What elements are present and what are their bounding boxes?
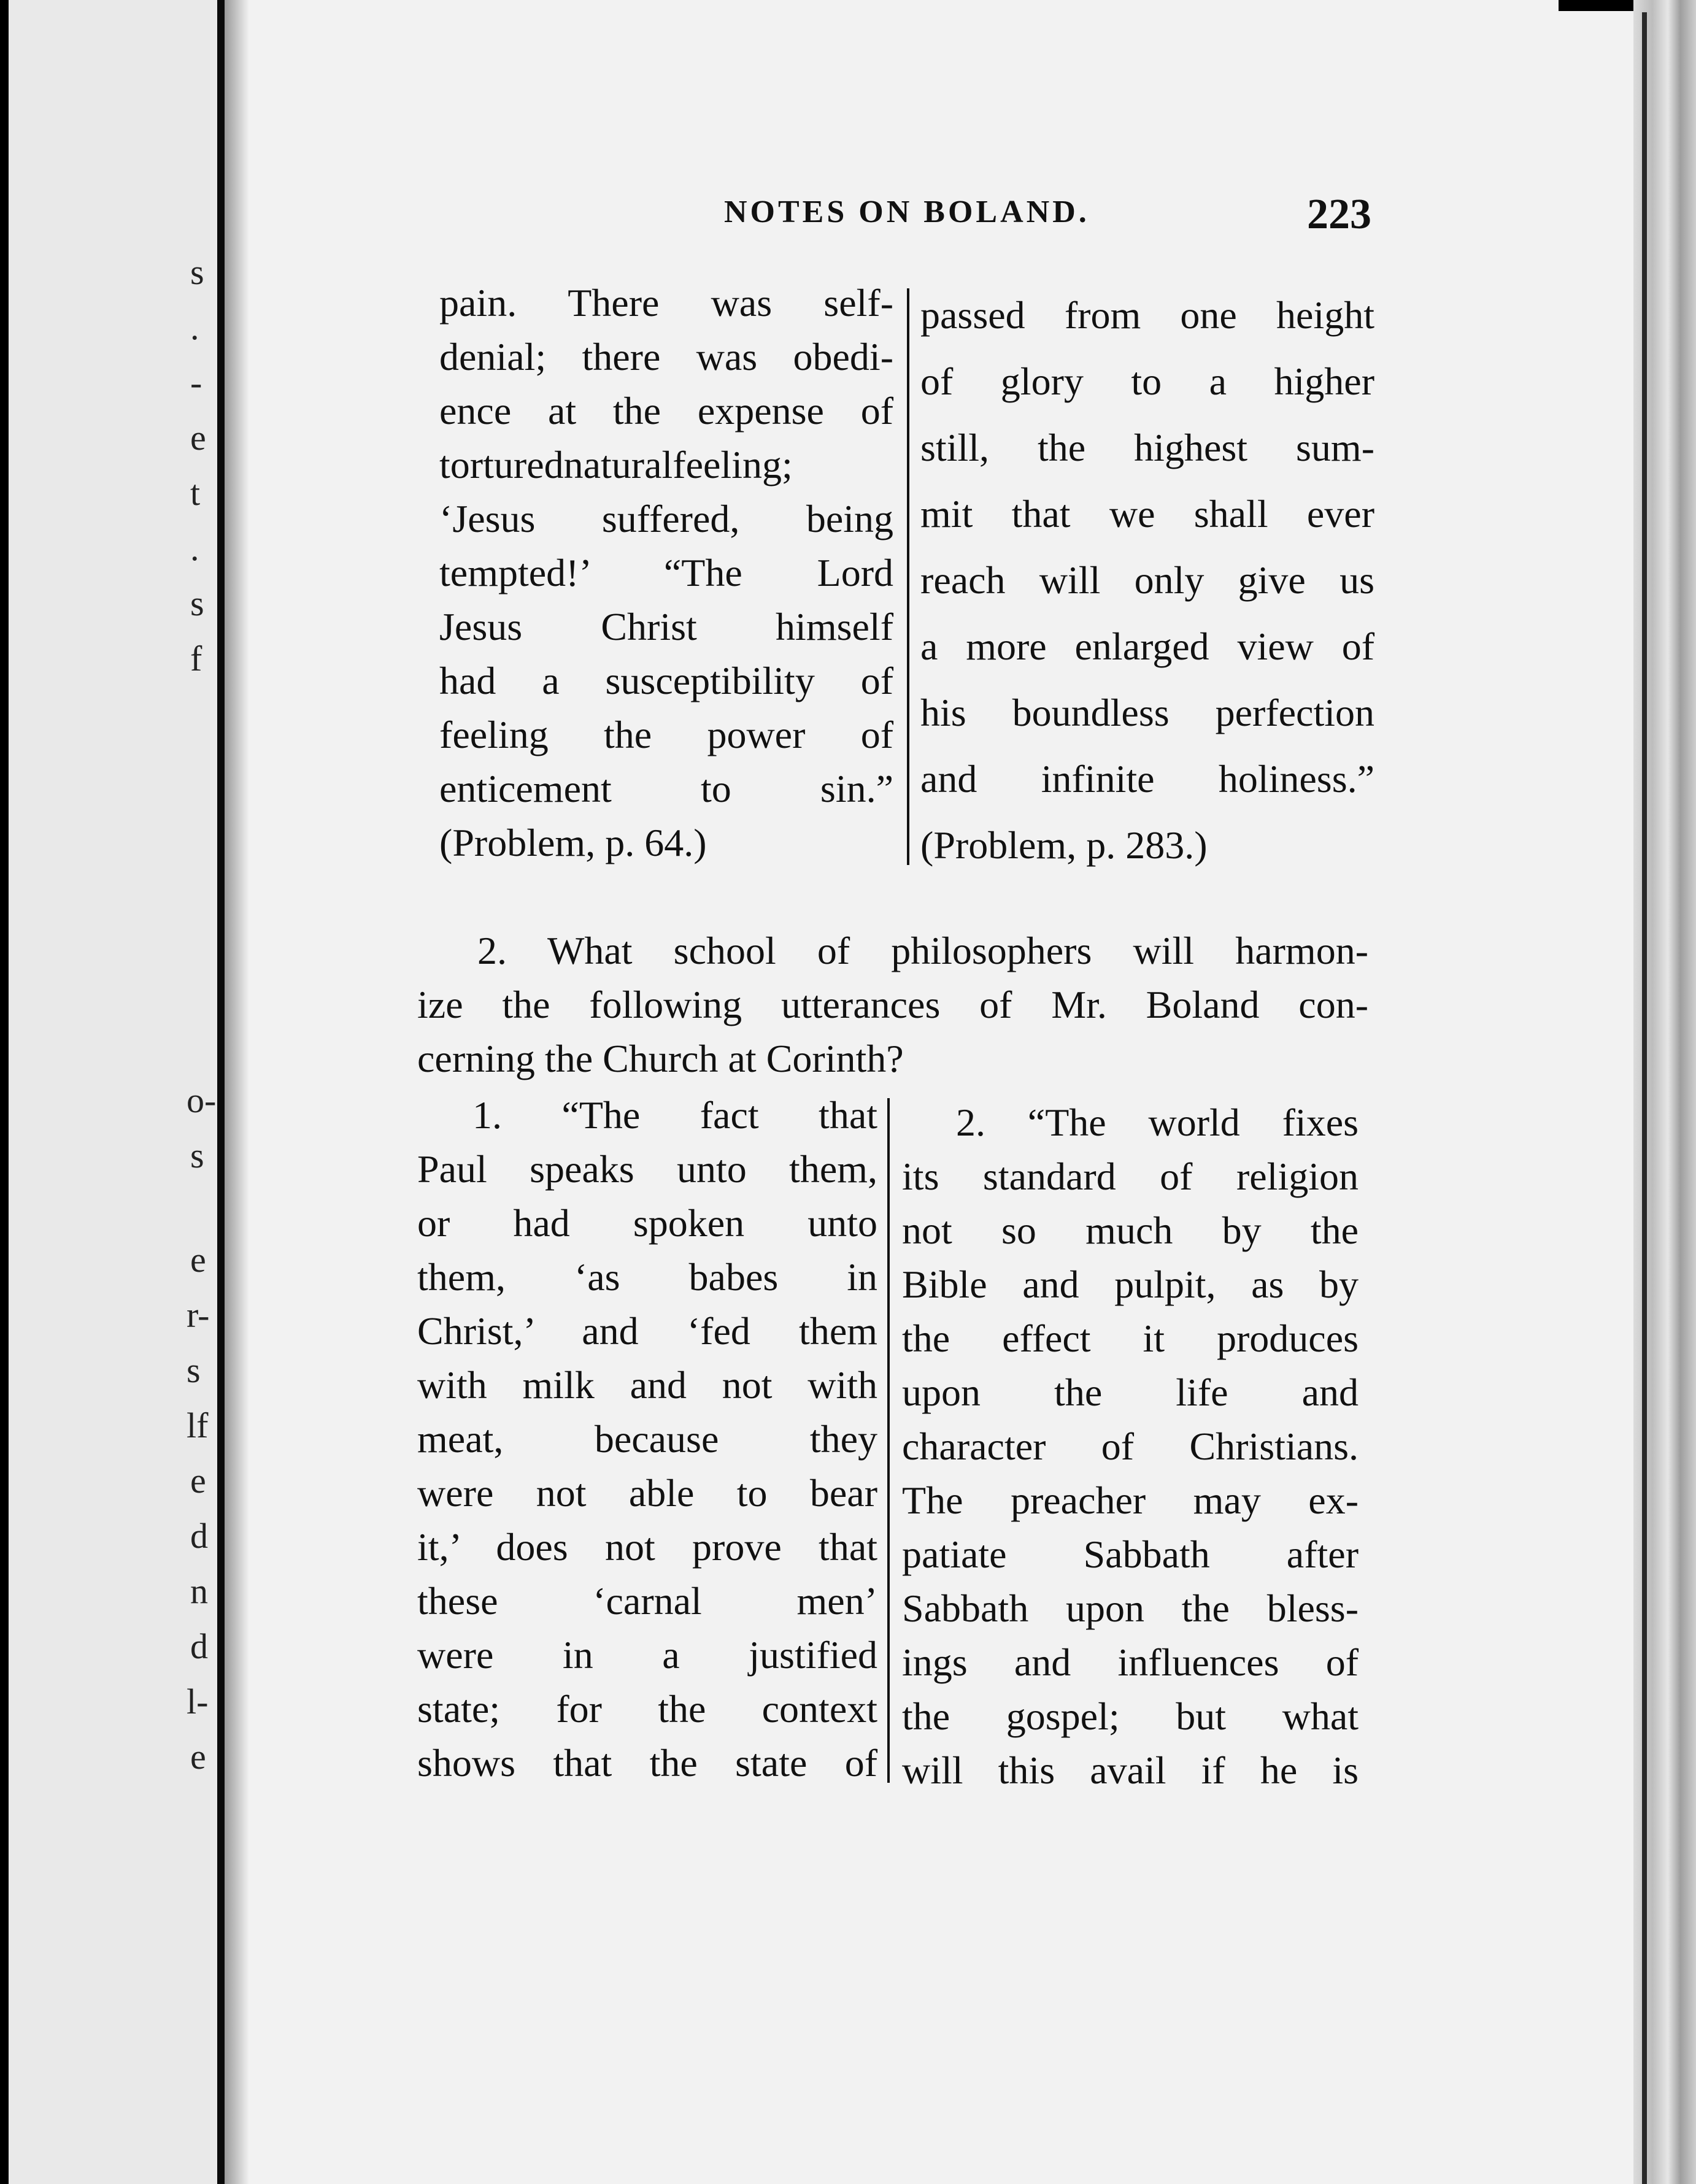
facing-page-fragment: e [190, 1737, 206, 1777]
facing-page-edge [9, 0, 217, 2184]
facing-page-fragment: s [187, 1350, 201, 1390]
text-line: torturednaturalfeeling; [439, 443, 793, 486]
text-line: still, the highest sum- [920, 426, 1374, 469]
facing-page-fragment: s [190, 583, 204, 623]
text-line: its standard of religion [902, 1155, 1359, 1198]
text-line: 2. “The world fixes [956, 1101, 1359, 1144]
text-line: enticement to sin.” [439, 767, 893, 810]
text-line: a more enlarged view of [920, 625, 1374, 668]
question-paragraph [417, 924, 1368, 1086]
text-line: had a susceptibility of [439, 659, 893, 702]
text-line: upon the life and [902, 1371, 1359, 1414]
text-line: denial; there was obedi- [439, 335, 893, 379]
text-line: reach will only give us [920, 558, 1374, 602]
text-line: tempted!’ “The Lord [439, 551, 893, 594]
text-line: 1. “The fact that [472, 1093, 877, 1137]
text-line: or had spoken unto [417, 1201, 877, 1245]
text-line: will this avail if he is [902, 1748, 1359, 1792]
text-line: shows that the state of [417, 1741, 877, 1785]
text-line: the effect it produces [902, 1317, 1359, 1360]
facing-page-fragment: o- [187, 1080, 217, 1120]
facing-page-fragment: - [190, 363, 202, 402]
page-number: 223 [1307, 191, 1371, 238]
running-head: NOTES ON BOLAND. [724, 194, 1090, 229]
text-line: not so much by the [902, 1209, 1359, 1252]
facing-page-fragment: l- [187, 1682, 209, 1721]
text-line: passed from one height [920, 293, 1374, 337]
facing-page-fragment: . [190, 528, 199, 568]
facing-page-fragment: d [190, 1516, 208, 1556]
citation: (Problem, p. 64.) [439, 821, 707, 864]
text-line: 2. What school of philosophers will harmon- [477, 929, 1368, 972]
column-divider [907, 288, 909, 865]
facing-page-fragment: . [190, 307, 199, 347]
text-line: cerning the Church at Corinth? [417, 1037, 904, 1080]
text-line: Bible and pulpit, as by [902, 1263, 1359, 1306]
text-line: Sabbath upon the bless- [902, 1586, 1359, 1630]
facing-page-fragment: r- [187, 1295, 210, 1335]
cover-edge-line [1642, 12, 1647, 2184]
text-line: ‘Jesus suffered, being [439, 497, 893, 540]
facing-page-fragment: n [190, 1571, 208, 1611]
text-line: were not able to bear [417, 1471, 877, 1515]
lower-left-column [417, 1088, 877, 1790]
facing-page-fragment: lf [187, 1405, 209, 1445]
book-gutter [217, 0, 225, 2184]
text-line: patiate Sabbath after [902, 1532, 1359, 1576]
text-line: these ‘carnal men’ [417, 1579, 877, 1623]
facing-page-fragment: s [190, 252, 204, 292]
citation: (Problem, p. 283.) [920, 823, 1208, 867]
facing-page-fragment: s [190, 1136, 204, 1175]
facing-page-fragment: d [190, 1626, 208, 1666]
upper-right-column [920, 282, 1374, 879]
facing-page-fragment: t [190, 473, 201, 513]
text-line: feeling the power of [439, 713, 893, 756]
facing-page-fragment: e [190, 1461, 206, 1501]
scan-border-left [0, 0, 9, 2184]
text-line: ings and influences of [902, 1640, 1359, 1684]
column-divider [887, 1098, 890, 1783]
text-line: of glory to a higher [920, 360, 1374, 403]
lower-right-column [902, 1096, 1359, 1798]
text-line: Paul speaks unto them, [417, 1147, 877, 1191]
upper-left-column [439, 276, 893, 870]
text-line: ence at the expense of [439, 389, 893, 433]
text-line: mit that we shall ever [920, 492, 1374, 536]
text-line: it,’ does not prove that [417, 1525, 877, 1569]
text-line: them, ‘as babes in [417, 1255, 877, 1299]
facing-page-fragment: f [190, 639, 202, 679]
text-line: with milk and not with [417, 1363, 877, 1407]
text-line: Christ,’ and ‘fed them [417, 1309, 877, 1353]
facing-page-fragment: e [190, 1240, 206, 1280]
text-line: state; for the context [417, 1687, 877, 1731]
facing-page-fragment: e [190, 418, 206, 458]
gutter-shadow [225, 0, 249, 2184]
text-line: pain. There was self- [439, 281, 893, 325]
text-line: meat, because they [417, 1417, 877, 1461]
text-line: Jesus Christ himself [439, 605, 893, 648]
text-line: The preacher may ex- [902, 1478, 1359, 1522]
text-line: were in a justified [417, 1633, 877, 1677]
text-line: and infinite holiness.” [920, 757, 1374, 801]
text-line: the gospel; but what [902, 1694, 1359, 1738]
text-line: ize the following utterances of Mr. Boland con- [417, 983, 1368, 1026]
text-line: his boundless perfection [920, 691, 1374, 734]
text-line: character of Christians. [902, 1425, 1359, 1468]
